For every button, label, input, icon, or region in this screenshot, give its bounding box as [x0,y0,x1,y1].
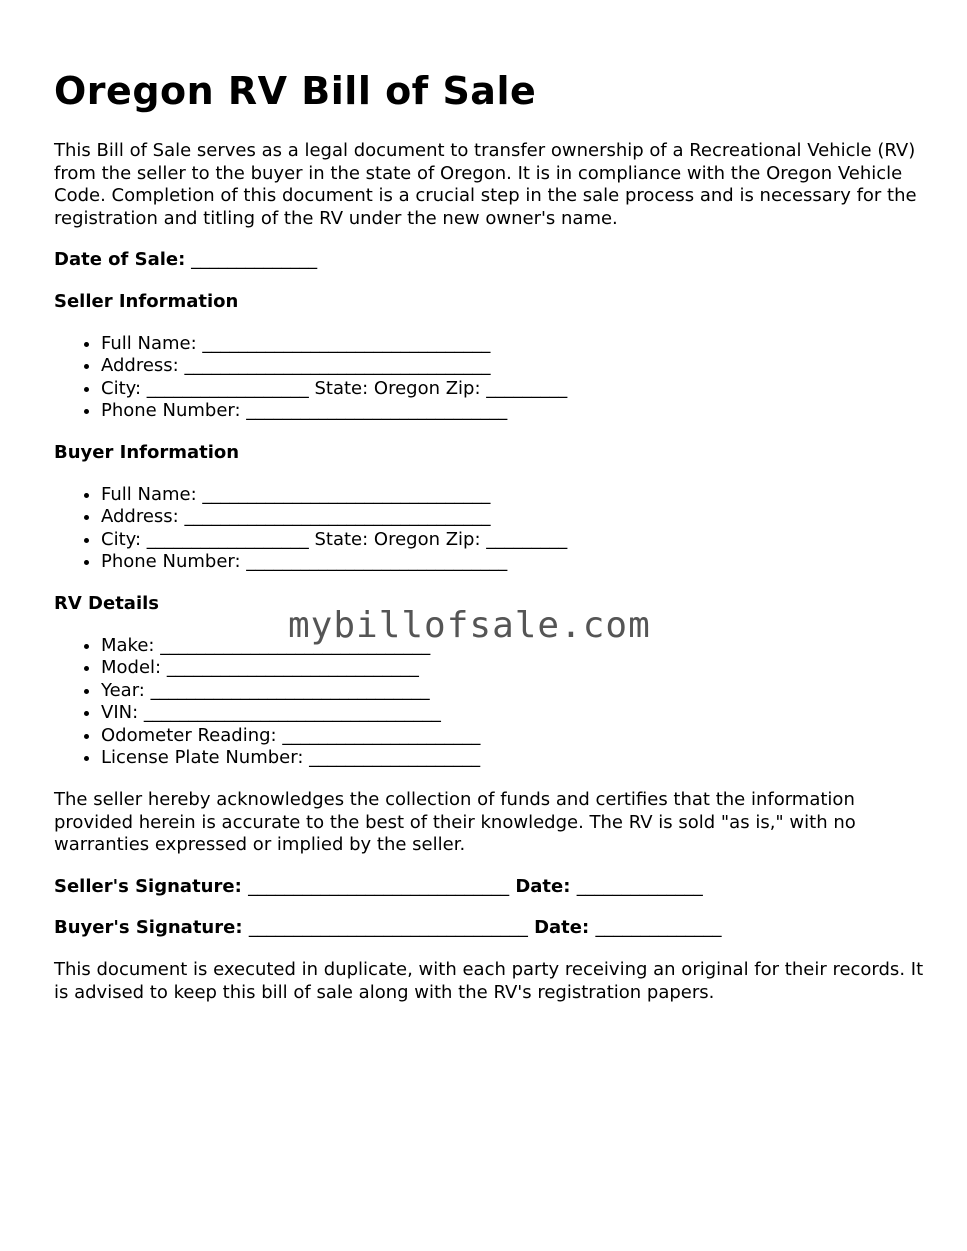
seller-city-state-zip-field[interactable]: • City: __________________ State: Oregon Zip: _________ [101,378,924,401]
buyer-signature-label: Buyer's Signature: [54,917,243,939]
rv-license-plate-field[interactable]: • License Plate Number: ___________________ [101,747,924,770]
document-title: Oregon RV Bill of Sale [54,69,537,113]
seller-signature-label: Seller's Signature: [54,875,242,897]
buyer-date-blank[interactable]: ______________ [595,917,722,939]
rv-year-field[interactable]: • Year: _______________________________ [101,680,924,703]
buyer-heading: Buyer Information [54,441,240,463]
watermark: mybillofsale.com [288,605,651,646]
date-of-sale-line [54,249,924,272]
rv-vin-field[interactable]: • VIN: _________________________________ [101,702,924,725]
intro-paragraph: This Bill of Sale serves as a legal document to transfer ownership of a Recreational Vehicle (RV) from the seller to the buyer in the state of Oregon. It is in compliance with the Oregon Vehicle Code. Completion of this document is a crucial step in the sale process and is necessary for the registration and titling of the RV under the new owner's name. [54,140,917,229]
rv-details-heading: RV Details [54,592,160,614]
seller-fields-list [54,333,924,423]
rv-model-field[interactable]: • Model: ____________________________ [101,657,924,680]
closing-paragraph: This document is executed in duplicate, with each party receiving an original for their records. It is advised to keep this bill of sale along with the RV's registration papers. [54,959,924,1003]
seller-full-name-field[interactable]: • Full Name: ________________________________ [101,333,924,356]
acknowledgement-paragraph: The seller hereby acknowledges the collection of funds and certifies that the information provided herein is accurate to the best of their knowledge. The RV is sold "as is," with no warranties expressed or implied by the seller. [54,789,856,856]
buyer-signature-line [54,917,924,940]
date-of-sale-blank[interactable]: ______________ [191,249,318,271]
buyer-phone-field[interactable]: • Phone Number: _____________________________ [101,551,924,574]
rv-fields-list [54,635,924,771]
seller-date-blank[interactable]: ______________ [576,875,703,897]
document-page [54,66,924,1004]
date-of-sale-label: Date of Sale: [54,249,186,271]
seller-phone-field[interactable]: • Phone Number: _____________________________ [101,400,924,423]
seller-address-field[interactable]: • Address: __________________________________ [101,355,924,378]
buyer-city-state-zip-field[interactable]: • City: __________________ State: Oregon Zip: _________ [101,529,924,552]
seller-date-label: Date: [515,875,571,897]
buyer-signature-blank[interactable]: _______________________________ [248,917,528,939]
buyer-fields-list [54,484,924,574]
seller-signature-blank[interactable]: _____________________________ [248,875,510,897]
seller-heading: Seller Information [54,290,239,312]
buyer-date-label: Date: [534,917,590,939]
seller-signature-line [54,876,924,899]
buyer-address-field[interactable]: • Address: __________________________________ [101,506,924,529]
rv-odometer-field[interactable]: • Odometer Reading: ______________________ [101,725,924,748]
rv-make-field[interactable]: • Make: ______________________________ [101,635,924,658]
buyer-full-name-field[interactable]: • Full Name: ________________________________ [101,484,924,507]
